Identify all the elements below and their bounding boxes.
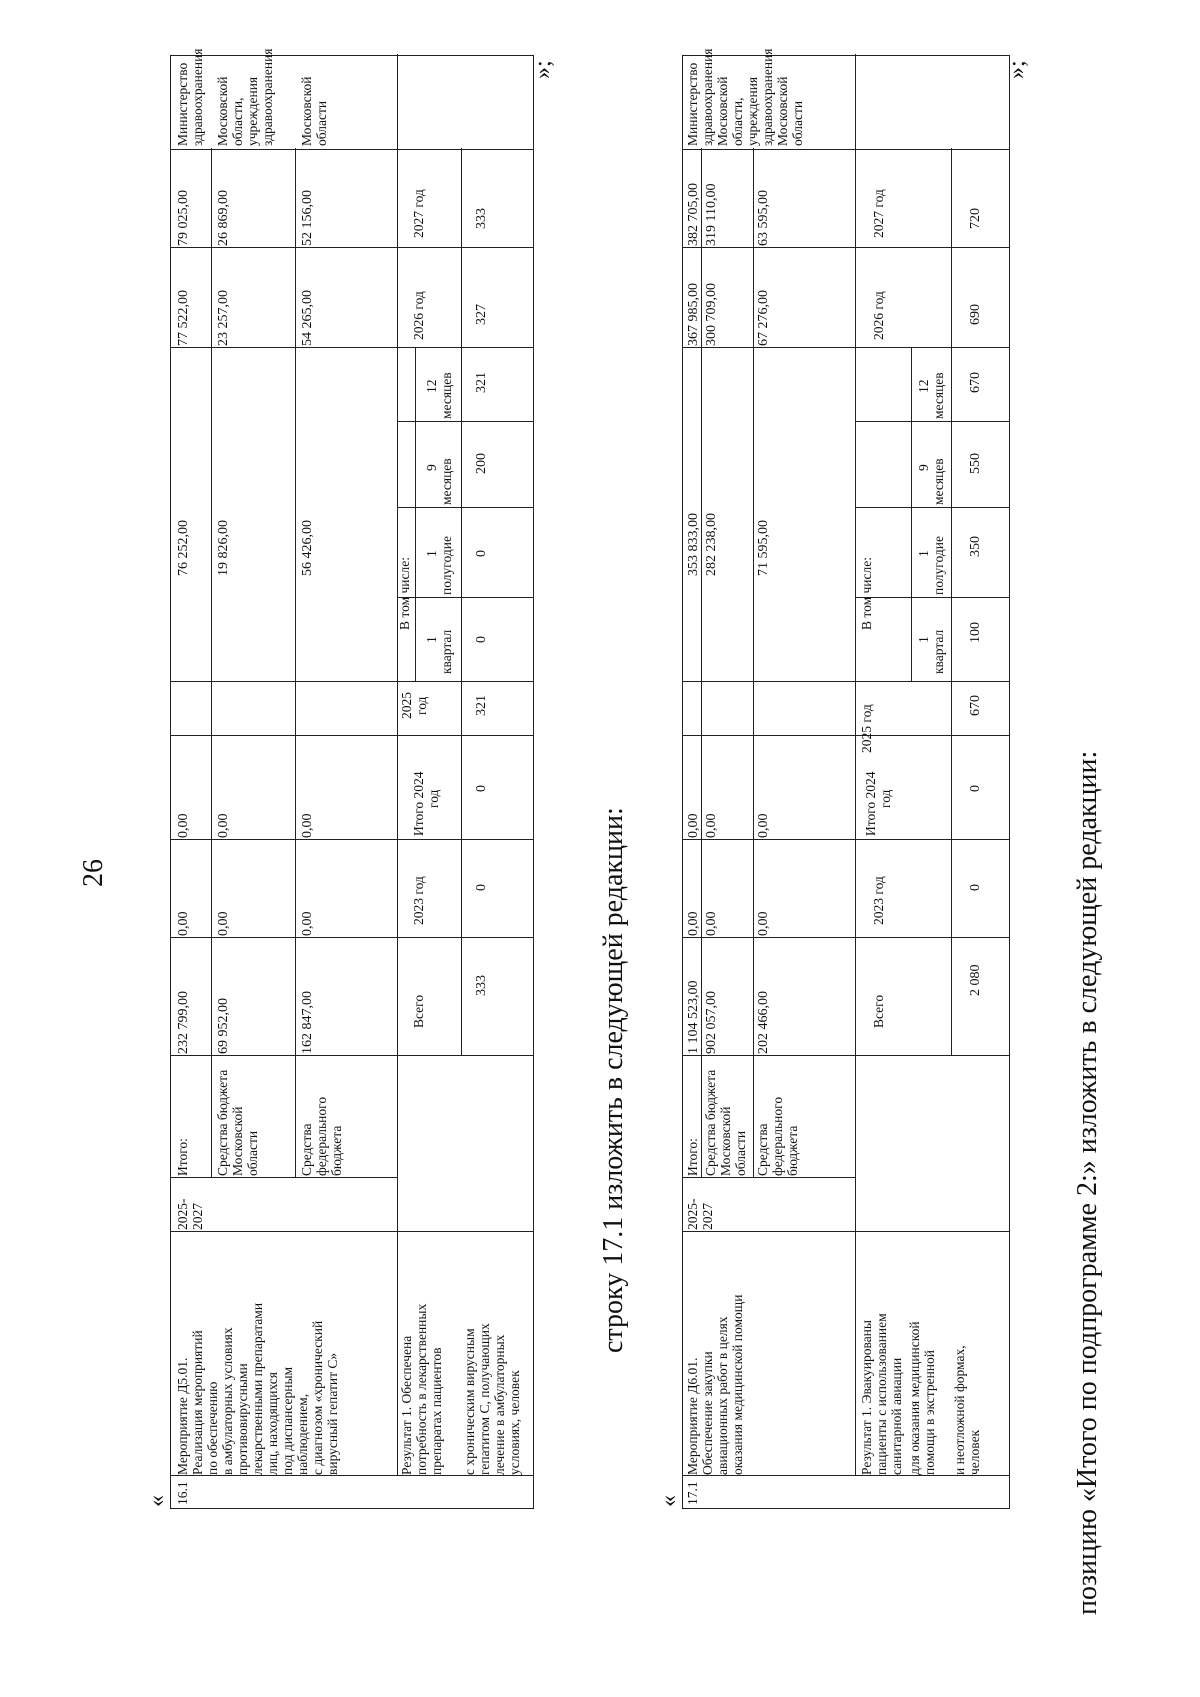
row-16-1-result-line: с хроническим вирусным [462, 1328, 477, 1475]
row-17-1-result-value: 550 [968, 453, 983, 474]
row-16-1-total-value: 79 025,00 [176, 190, 191, 246]
row-16-1-header-2025: 2025 [399, 692, 414, 719]
row-17-1-header-2027: 2027 год [871, 189, 886, 238]
row-17-1-federal-value: 0,00 [756, 813, 771, 838]
row-16-1-event-line: лиц, находящихся [265, 1371, 280, 1475]
row-17-1-event-title: Мероприятие Д6.01. [685, 1357, 700, 1475]
row-16-1-executor: Московской [215, 76, 230, 146]
row-17-1-source-federal: федерального [770, 1096, 785, 1176]
row-17-1-header-including: В том числе: [859, 557, 874, 630]
row-17-1-event-line: авиационных работ в целях [715, 1316, 730, 1475]
row-16-1-federal-value: 0,00 [300, 813, 315, 838]
row-17-1-regional-value: 0,00 [704, 911, 719, 936]
row-16-1-regional-value: 26 869,00 [216, 190, 231, 246]
row-16-1-result-value: 333 [474, 975, 489, 996]
row-17-1-total-value: 353 833,00 [686, 513, 701, 576]
row-17-1-result-value: 670 [968, 372, 983, 393]
row-16-1-header-2024: год [426, 789, 441, 808]
row-17-1-source-federal: Средства [755, 1123, 770, 1176]
row-16-1-header-q1: квартал [439, 629, 454, 674]
row-16-1-header-q1: 1 [424, 636, 439, 643]
close-quote-1: »; [530, 60, 556, 79]
row-16-1-number: 16.1 [175, 1481, 190, 1505]
row-17-1-header-m12: месяцев [931, 372, 946, 419]
row-17-1-source-federal: бюджета [785, 1125, 800, 1176]
row-17-1-result-value: 0 [968, 785, 983, 792]
row-16-1-itogo: Итого: [175, 1138, 190, 1176]
row-16-1-result-line: Результат 1. Обеспечена [399, 1335, 414, 1475]
row-16-1-header-2025: год [414, 696, 429, 715]
row-17-1-result-line: Результат 1. Эвакуированы [859, 1320, 874, 1475]
row-16-1-event-line: по обеспечению [205, 1381, 220, 1475]
row-16-1-total-value: 232 799,00 [176, 991, 191, 1054]
row-16-1-total-value: 0,00 [176, 911, 191, 936]
row-16-1-event-line: в амбулаторных условиях [220, 1327, 235, 1475]
row-17-1-period-start: 2025- [685, 1198, 700, 1230]
row-17-1-regional-value: 282 238,00 [704, 513, 719, 576]
row-16-1-header-m12: 12 [424, 379, 439, 393]
row-16-1-result-line: потребность в лекарственных [414, 1303, 429, 1475]
row-17-1-result-line: человек [967, 1429, 982, 1475]
row-16-1-source-federal: федерального [314, 1096, 329, 1176]
row-16-1-source-federal: Средства [299, 1123, 314, 1176]
row-16-1-event-title: Мероприятие Д5.01. [175, 1357, 190, 1475]
row-16-1-header-h1: 1 [424, 550, 439, 557]
row-16-1-header-including: В том числе: [397, 557, 412, 630]
row-17-1-result-value: 690 [968, 304, 983, 325]
row-16-1-regional-value: 0,00 [216, 813, 231, 838]
close-quote-2: »; [1004, 60, 1030, 79]
row-16-1-event-line: вирусный гепатит С» [325, 1352, 340, 1475]
row-17-1-total-value: 367 985,00 [686, 283, 701, 346]
row-17-1-header-h1: полугодие [931, 536, 946, 595]
row-16-1-event-line: противовирусными [235, 1363, 250, 1475]
row-17-1-header-m9: 9 [916, 464, 931, 471]
row-17-1-header-2024: Итого 2024 [863, 771, 878, 836]
row-17-1-total-value: 0,00 [686, 911, 701, 936]
row-17-1-header-m12: 12 [916, 379, 931, 393]
row-17-1-event-line: Обеспечение закупки [700, 1351, 715, 1475]
row-16-1-result-value: 333 [474, 208, 489, 229]
row-16-1-result-value: 321 [474, 695, 489, 716]
row-16-1-header-m12: месяцев [439, 372, 454, 419]
row-17-1-result-line: пациенты с использованием [874, 1313, 889, 1475]
open-quote-1: « [144, 1495, 170, 1507]
row-17-1-period-end: 2027 [700, 1203, 715, 1230]
row-17-1-regional-value: 0,00 [704, 813, 719, 838]
row-16-1-header-m9: месяцев [439, 458, 454, 505]
row-17-1-executor: Московской [775, 76, 790, 146]
row-16-1-header-h1: полугодие [439, 536, 454, 595]
row-17-1-regional-value: 319 110,00 [704, 183, 719, 246]
row-17-1-header-2023: 2023 год [871, 876, 886, 925]
row-16-1-event-line: лекарственными препаратами [250, 1302, 265, 1475]
row-17-1-total-value: 1 104 523,00 [686, 980, 701, 1054]
table-row-16-1 [170, 55, 534, 1509]
row-16-1-executor: Министерство [175, 62, 190, 146]
row-16-1-source-federal: бюджета [329, 1125, 344, 1176]
row-17-1-result-value: 2 080 [968, 964, 983, 996]
row-16-1-result-value: 0 [474, 884, 489, 891]
row-17-1-result-value: 100 [968, 622, 983, 643]
instruction-1: строку 17.1 изложить в следующей редакции: [598, 807, 629, 1353]
row-17-1-executor: области, [730, 97, 745, 146]
row-16-1-federal-value: 54 265,00 [300, 290, 315, 346]
row-16-1-result-value: 327 [474, 304, 489, 325]
row-17-1-header-2026: 2026 год [871, 291, 886, 340]
row-17-1-federal-value: 67 276,00 [756, 290, 771, 346]
row-17-1-header-m9: месяцев [931, 458, 946, 505]
row-16-1-result-value: 200 [474, 453, 489, 474]
row-17-1-header-total: Всего [871, 994, 886, 1028]
row-16-1-header-2026: 2026 год [411, 291, 426, 340]
row-17-1-result-line: помощи в экстренной [922, 1350, 937, 1475]
instruction-2: позицию «Итого по подпрограмме 2:» изложить в следующей редакции: [1072, 750, 1103, 1615]
row-17-1-header-q1: 1 [916, 636, 931, 643]
row-16-1-event-line: под диспансерным [280, 1366, 295, 1475]
row-16-1-executor: здравоохранения [190, 48, 205, 146]
row-16-1-regional-value: 0,00 [216, 911, 231, 936]
row-17-1-itogo: Итого: [685, 1138, 700, 1176]
row-16-1-total-value: 76 252,00 [176, 520, 191, 576]
table-row-17-1 [682, 55, 1010, 1509]
row-16-1-source-regional: области [245, 1130, 260, 1176]
row-16-1-result-value: 0 [474, 550, 489, 557]
row-16-1-executor: здравоохранения [260, 48, 275, 146]
row-16-1-total-value: 0,00 [176, 813, 191, 838]
row-17-1-federal-value: 63 595,00 [756, 190, 771, 246]
row-16-1-regional-value: 19 826,00 [216, 520, 231, 576]
row-17-1-header-q1: квартал [931, 629, 946, 674]
row-17-1-federal-value: 0,00 [756, 911, 771, 936]
row-17-1-regional-value: 902 057,00 [704, 991, 719, 1054]
row-16-1-regional-value: 23 257,00 [216, 290, 231, 346]
row-16-1-federal-value: 0,00 [300, 911, 315, 936]
row-16-1-federal-value: 56 426,00 [300, 520, 315, 576]
row-17-1-federal-value: 71 595,00 [756, 520, 771, 576]
row-17-1-header-h1: 1 [916, 550, 931, 557]
row-17-1-federal-value: 202 466,00 [756, 991, 771, 1054]
row-16-1-federal-value: 52 156,00 [300, 190, 315, 246]
row-16-1-result-line: препаратах пациентов [429, 1347, 444, 1475]
row-17-1-result-line: для оказания медицинской [907, 1321, 922, 1475]
row-17-1-result-value: 670 [968, 695, 983, 716]
open-quote-2: « [656, 1495, 682, 1507]
row-17-1-result-value: 0 [968, 884, 983, 891]
row-17-1-executor: Московской [715, 76, 730, 146]
row-16-1-header-2027: 2027 год [411, 189, 426, 238]
row-16-1-event-line: с диагнозом «хронический [310, 1320, 325, 1475]
row-16-1-source-regional: Средства бюджета [215, 1069, 230, 1176]
row-16-1-header-2024: Итого 2024 [411, 771, 426, 836]
row-16-1-header-total: Всего [411, 994, 426, 1028]
row-16-1-result-value: 0 [474, 785, 489, 792]
row-16-1-federal-value: 162 847,00 [300, 991, 315, 1054]
row-16-1-result-value: 0 [474, 636, 489, 643]
row-16-1-period-end: 2027 [190, 1203, 205, 1230]
row-17-1-executor: здравоохранения [760, 48, 775, 146]
row-17-1-event-line: оказания медицинской помощи [730, 1294, 745, 1475]
row-17-1-regional-value: 300 709,00 [704, 283, 719, 346]
row-17-1-total-value: 0,00 [686, 813, 701, 838]
row-16-1-header-2023: 2023 год [411, 876, 426, 925]
row-16-1-executor: области, [230, 97, 245, 146]
row-16-1-result-line: условиях, человек [507, 1370, 522, 1475]
row-17-1-number: 17.1 [685, 1481, 700, 1505]
row-16-1-result-line: гепатитом С, получающих [477, 1323, 492, 1475]
row-16-1-source-regional: Московской [230, 1106, 245, 1176]
row-16-1-event-line: Реализация мероприятий [190, 1330, 205, 1475]
page-number: 26 [78, 859, 109, 887]
row-16-1-period-start: 2025- [175, 1198, 190, 1230]
row-17-1-source-regional: Московской [718, 1106, 733, 1176]
row-17-1-header-2024: год [878, 789, 893, 808]
row-17-1-result-value: 350 [968, 536, 983, 557]
row-16-1-total-value: 77 522,00 [176, 290, 191, 346]
row-16-1-executor: области [314, 100, 329, 146]
row-16-1-executor: учреждения [245, 76, 260, 146]
row-16-1-executor: Московской [299, 76, 314, 146]
row-17-1-source-regional: области [733, 1130, 748, 1176]
row-17-1-executor: здравоохранения [700, 48, 715, 146]
row-17-1-header-2025: 2025 год [859, 704, 874, 753]
row-17-1-result-line: санитарной авиации [889, 1357, 904, 1475]
row-17-1-total-value: 382 705,00 [686, 183, 701, 246]
row-17-1-executor: области [790, 100, 805, 146]
row-17-1-executor: учреждения [745, 76, 760, 146]
row-17-1-result-value: 720 [968, 208, 983, 229]
row-16-1-regional-value: 69 952,00 [216, 998, 231, 1054]
row-16-1-result-value: 321 [474, 372, 489, 393]
row-17-1-source-regional: Средства бюджета [703, 1069, 718, 1176]
row-17-1-result-line: и неотложной формах, [952, 1345, 967, 1475]
row-16-1-event-line: наблюдением, [295, 1393, 310, 1475]
row-16-1-header-m9: 9 [424, 464, 439, 471]
row-17-1-executor: Министерство [685, 62, 700, 146]
row-16-1-result-line: лечение в амбулаторных [492, 1334, 507, 1475]
